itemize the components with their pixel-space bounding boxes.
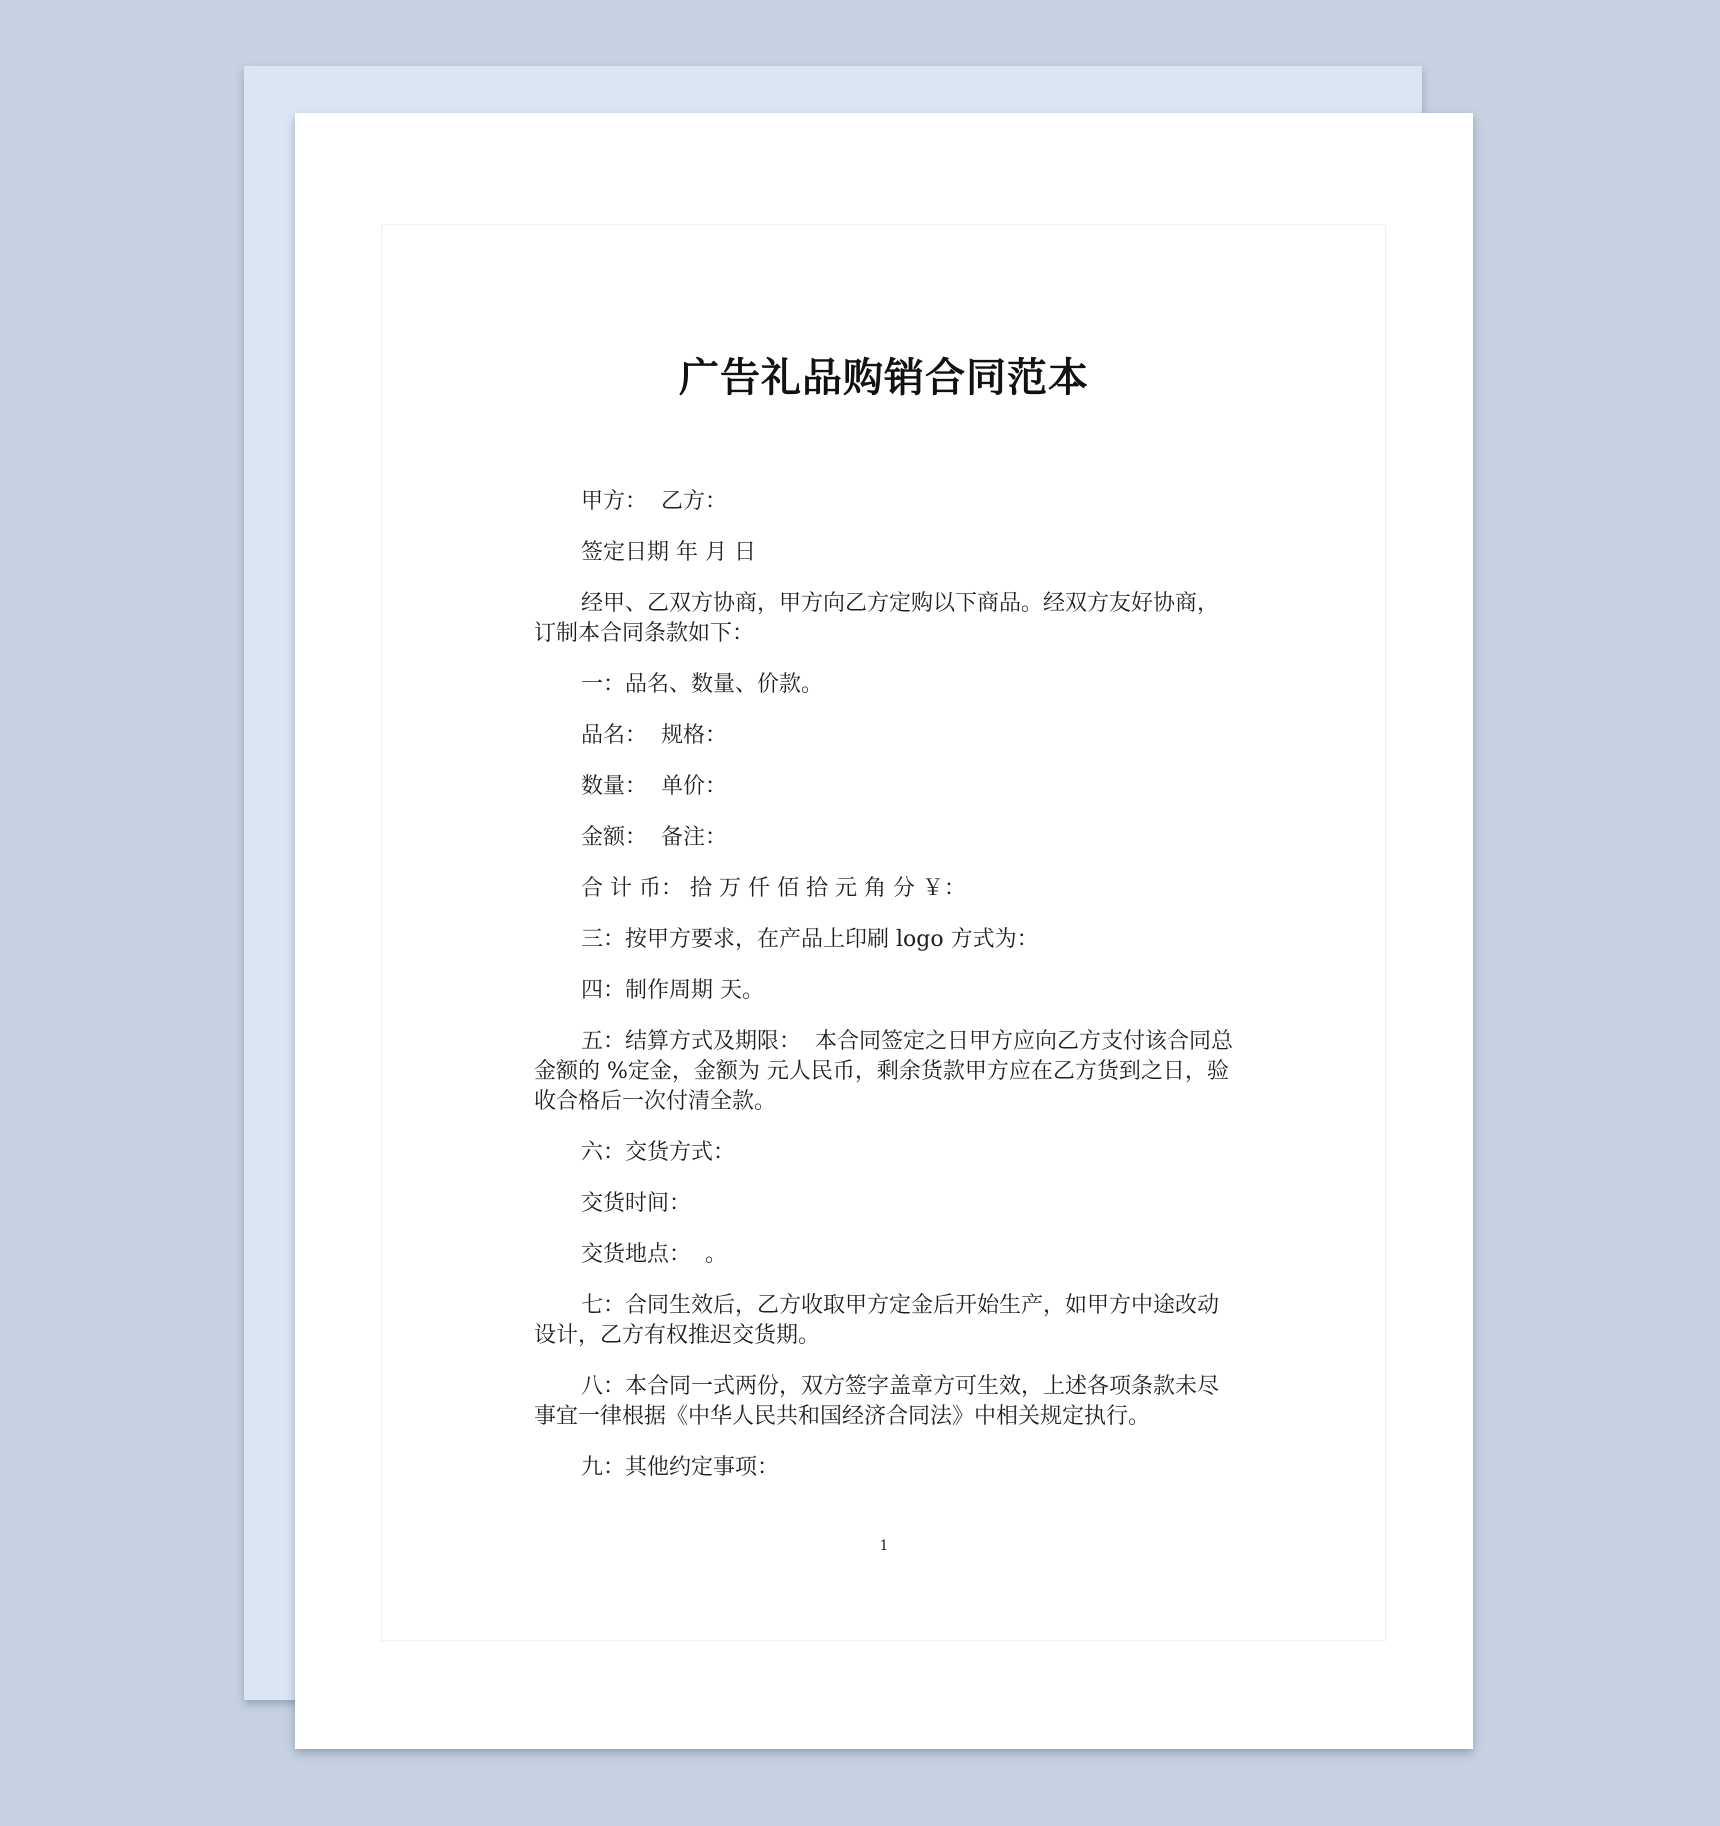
clause-7-design-changes: 七：合同生效后，乙方收取甲方定金后开始生产，如甲方中途改动设计，乙方有权推迟交货期。: [534, 1293, 1220, 1348]
quantity-price-line: 数量： 单价：: [581, 774, 727, 799]
delivery-time-line: 交货时间：: [581, 1191, 692, 1216]
delivery-place-line: 交货地点： 。: [581, 1242, 727, 1267]
clause-9-other-matters: 九：其他约定事项：: [581, 1455, 780, 1480]
clause-8-validity: 八：本合同一式两份，双方签字盖章方可生效，上述各项条款未尽事宜一律根据《中华人民共和国经济合同法》中相关规定执行。: [534, 1374, 1220, 1429]
clause-5-payment-terms: 五：结算方式及期限： 本合同签定之日甲方应向乙方支付该合同总金额的 %定金，金额为 元人民币，剩余货款甲方应在乙方货到之日，验收合格后一次付清全款。: [534, 1029, 1233, 1114]
document-body: [534, 487, 1234, 1504]
product-name-spec-line: 品名： 规格：: [581, 723, 727, 748]
parties-line: 甲方： 乙方：: [581, 489, 727, 514]
page-number: 1: [879, 1538, 889, 1554]
signing-date-line: 签定日期 年 月 日: [581, 540, 756, 565]
amount-remarks-line: 金额： 备注：: [581, 825, 727, 850]
clause-4-production-period: 四：制作周期 天。: [581, 978, 764, 1003]
front-page-sheet: [295, 113, 1473, 1749]
clause-6-delivery-method: 六：交货方式：: [581, 1140, 736, 1165]
total-amount-line: 合 计 币： 拾 万 仟 佰 拾 元 角 分 ￥：: [581, 876, 966, 901]
intro-paragraph: 经甲、乙双方协商，甲方向乙方定购以下商品。经双方友好协商，订制本合同条款如下：: [534, 591, 1220, 646]
clause-3-logo-printing: 三：按甲方要求，在产品上印刷 logo 方式为：: [581, 927, 1039, 952]
document-title: 广告礼品购销合同范本: [679, 355, 1089, 401]
clause-1-heading: 一：品名、数量、价款。: [581, 672, 824, 697]
